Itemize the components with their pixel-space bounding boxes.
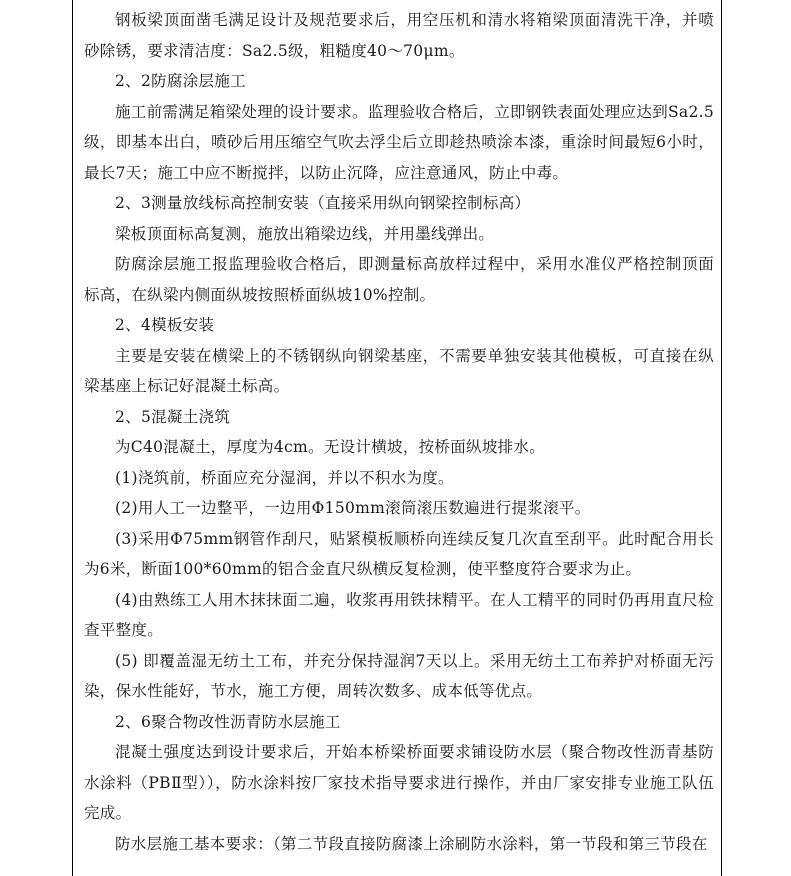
paragraph: 防水层施工基本要求：（第二节段直接防腐漆上涂刷防水涂料，第一节段和第三节段在 bbox=[115, 834, 708, 853]
list-item: (3)采用Φ75mm钢管作刮尺，贴紧模板顺桥向连续反复几次直至刮平。此时配合用长为6米，断面100*60mm的铝合金直尺纵横反复检测，使平整度符合要求为止。 bbox=[84, 529, 714, 578]
list-item: (2)用人工一边整平，一边用Φ150mm滚筒滚压数遍进行提浆滚平。 bbox=[115, 499, 591, 517]
paragraph: 防腐涂层施工报监理验收合格后，即测量标高放样过程中，采用水准仪严格控制顶面标高，在纵梁内侧面纵坡按照桥面纵坡10%控制。 bbox=[84, 255, 714, 304]
section-heading: 2、5混凝土浇筑 bbox=[115, 407, 231, 426]
paragraph: 梁板顶面标高复测，施放出箱梁边线，并用墨线弹出。 bbox=[115, 224, 495, 243]
paragraph: 施工前需满足箱梁处理的设计要求。监理验收合格后，立即钢铁表面处理应达到Sa2.5级，即基本出白，喷砂后用压缩空气吹去浮尘后立即趁热喷涂本漆，重涂时间最短6小时，最长7天；施工中应不断搅拌，以防止沉降，应注意通风，防止中毒。 bbox=[84, 102, 715, 182]
section-heading: 2、3测量放线标高控制安装（直接采用纵向钢梁控制标高） bbox=[115, 194, 531, 212]
list-item: (5) 即覆盖湿无纺土工布，并充分保持湿润7天以上。采用无纺土工布养护对桥面无污染，保水性能好，节水，施工方便，周转次数多、成本低等优点。 bbox=[84, 651, 714, 700]
paragraph: 混凝土强度达到设计要求后，开始本桥梁桥面要求铺设防水层（聚合物改性沥青基防水涂料（PBⅡ型）），防水涂料按厂家技术指导要求进行操作，并由厂家安排专业施工队伍完成。 bbox=[84, 743, 714, 822]
paragraph: 钢板梁顶面凿毛满足设计及规范要求后，用空压机和清水将箱梁顶面清洗干净，并喷砂除锈，要求清洁度：Sa2.5级，粗糙度40～70μm。 bbox=[84, 11, 714, 60]
paragraph: 为C40混凝土，厚度为4cm。无设计横坡，按桥面纵坡排水。 bbox=[115, 438, 546, 456]
list-item: (4)由熟练工人用木抹抹面二遍，收浆再用铁抹精平。在人工精平的同时仍再用直尺检查平整度。 bbox=[84, 590, 714, 639]
section-heading: 2、2防腐涂层施工 bbox=[115, 72, 246, 90]
section-heading: 2、4模板安装 bbox=[115, 316, 215, 334]
section-heading: 2、6聚合物改性沥青防水层施工 bbox=[115, 712, 341, 731]
paragraph: 主要是安装在横梁上的不锈钢纵向钢梁基座，不需要单独安装其他模板，可直接在纵梁基座上标记好混凝土标高。 bbox=[84, 346, 714, 395]
document-body bbox=[84, 5, 714, 859]
list-item: (1)浇筑前，桥面应充分湿润，并以不积水为度。 bbox=[115, 468, 454, 487]
